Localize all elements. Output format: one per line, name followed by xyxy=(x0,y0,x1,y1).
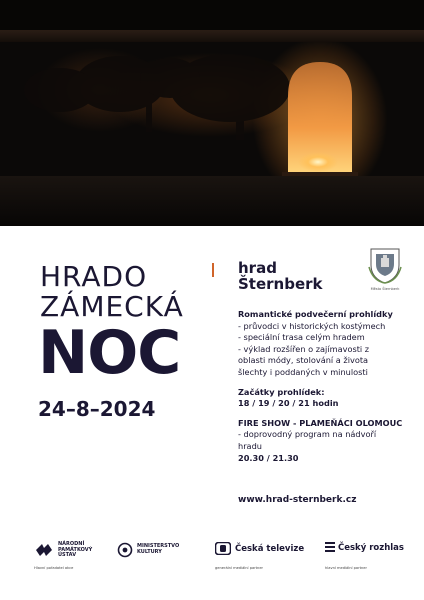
tour-line: oblasti módy, stolování a života xyxy=(238,355,369,366)
title-line-1: HRADO xyxy=(40,260,148,293)
event-date: 24–8–2024 xyxy=(38,397,156,421)
website-link[interactable]: www.hrad-sternberk.cz xyxy=(238,495,357,505)
ct-caption: generální mediální partner xyxy=(215,566,264,570)
accent-divider xyxy=(212,263,214,277)
event-info xyxy=(238,309,418,464)
venue-line-1: hrad xyxy=(238,259,277,277)
ct-name: Česká televize xyxy=(235,543,305,554)
fire-show-line: hradu xyxy=(238,440,262,451)
cr-name: Český rozhlas xyxy=(338,543,404,553)
venue-line-2: Šternberk xyxy=(238,275,323,293)
tour-heading: Romantické podvečerní prohlídky xyxy=(238,309,393,319)
title-line-2: ZÁMECKÁ xyxy=(40,290,184,323)
npu-line-1: NÁRODNÍ xyxy=(58,541,85,547)
logo-ceska-televize xyxy=(215,542,304,555)
npu-line-3: ÚSTAV xyxy=(58,552,77,559)
tour-line: - průvodci v historických kostýmech xyxy=(238,320,386,331)
tour-line: - speciální trasa celým hradem xyxy=(238,332,365,343)
npu-line-2: PAMÁTKOVÝ xyxy=(58,546,93,553)
fire-show-times: 20.30 / 21.30 xyxy=(238,452,299,463)
npu-logo-icon xyxy=(34,542,54,558)
logo-cesky-rozhlas xyxy=(325,542,404,554)
title-line-3: NOC xyxy=(38,318,181,388)
start-times: 18 / 19 / 20 / 21 hodin xyxy=(238,398,339,409)
logo-ministry xyxy=(117,542,179,558)
crest-caption: Město Šternberk xyxy=(370,287,400,291)
tour-line: - výklad rozšířen o zajímavosti z xyxy=(238,343,370,354)
event-title xyxy=(38,260,200,388)
town-crest-icon xyxy=(365,245,405,285)
venue-name xyxy=(238,260,323,292)
ct-logo-icon xyxy=(215,542,231,555)
npu-caption: Hlavní pořadatel akce xyxy=(34,566,74,570)
cr-logo-icon xyxy=(325,542,335,554)
ministry-logo-icon xyxy=(117,542,133,558)
hero-photo xyxy=(0,0,424,226)
tour-line: šlechty i poddaných v minulosti xyxy=(238,366,368,377)
logo-npu xyxy=(34,542,92,559)
partner-logos xyxy=(0,538,424,578)
fire-show-heading: FIRE SHOW - PLAMEŇÁCI OLOMOUC xyxy=(238,417,403,428)
fire-show-line: - doprovodný program na nádvoří xyxy=(238,429,377,440)
start-times-heading: Začátky prohlídek: xyxy=(238,386,325,397)
ministry-line-2: KULTURY xyxy=(137,549,162,555)
cr-caption: hlavní mediální partner xyxy=(325,566,367,570)
ministry-line-1: MINISTERSTVO xyxy=(137,543,180,550)
photo-stone-ledge xyxy=(0,176,424,226)
